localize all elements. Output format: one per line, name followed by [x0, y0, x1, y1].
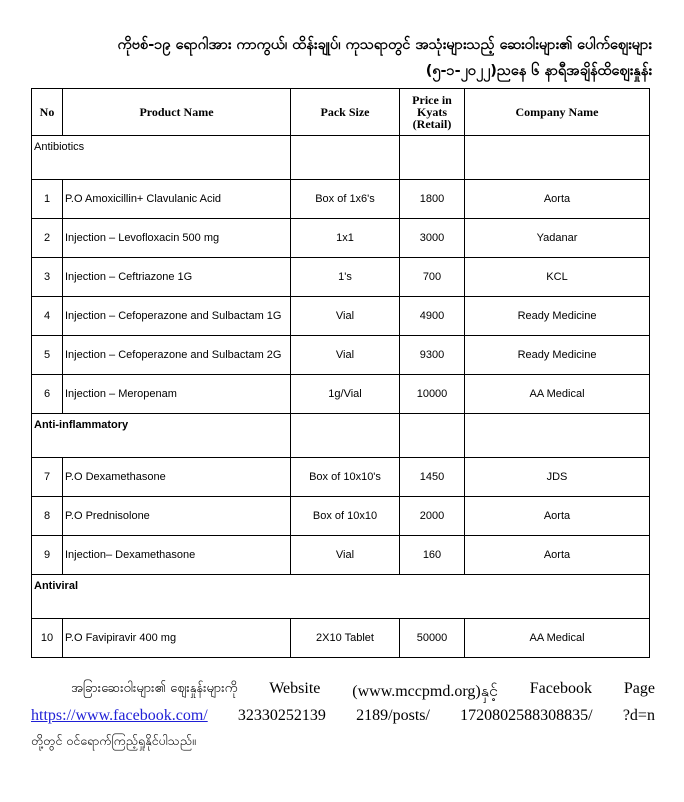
header-no: No [32, 89, 63, 136]
table-row [32, 336, 650, 375]
row-company: Aorta [465, 497, 650, 536]
table-row [32, 458, 650, 497]
row-price: 1450 [400, 458, 465, 497]
facebook-link-part[interactable]: ?d=n [622, 707, 655, 724]
row-pack: Vial [291, 536, 400, 575]
row-company: JDS [465, 458, 650, 497]
footer-facebook-label: Facebook [529, 680, 592, 697]
row-company: AA Medical [465, 375, 650, 414]
table-row [32, 180, 650, 219]
section-row-anti-inflammatory [32, 414, 650, 458]
row-pack: Box of 10x10's [291, 458, 400, 497]
header-product-name: Product Name [63, 89, 291, 136]
row-price: 160 [400, 536, 465, 575]
footer-text: အခြားဆေးဝါးများ၏ ဈေးနှုန်းများကို [71, 681, 238, 696]
section-empty-cell [465, 414, 650, 458]
row-product: Injection – Cefoperazone and Sulbactam 1G [63, 297, 291, 336]
row-company: Aorta [465, 536, 650, 575]
section-row-antibiotics [32, 136, 650, 180]
facebook-link-part[interactable]: 2189/posts/ [356, 707, 430, 724]
row-no: 6 [32, 375, 63, 414]
footer-line-2 [31, 707, 655, 725]
table-row [32, 536, 650, 575]
footer-website-url[interactable]: (www.mccpmd.org)နှင့် [352, 683, 498, 700]
footer-line-3: တို့တွင် ဝင်ရောက်ကြည့်ရှုနိုင်ပါသည်။ [31, 733, 196, 748]
header-company-name: Company Name [465, 89, 650, 136]
row-price: 10000 [400, 375, 465, 414]
row-no: 5 [32, 336, 63, 375]
row-company: Ready Medicine [465, 336, 650, 375]
table-row [32, 258, 650, 297]
row-product: Injection – Ceftriazone 1G [63, 258, 291, 297]
section-empty-cell [400, 414, 465, 458]
row-pack: Box of 10x10 [291, 497, 400, 536]
facebook-link[interactable]: https://www.facebook.com/ [31, 707, 208, 724]
footer-website-label: Website [269, 680, 321, 697]
header-pack-size: Pack Size [291, 89, 400, 136]
section-empty-cell [400, 136, 465, 180]
table-row [32, 297, 650, 336]
table-row [32, 375, 650, 414]
table-header-row [32, 89, 650, 136]
row-price: 1800 [400, 180, 465, 219]
row-no: 9 [32, 536, 63, 575]
page-title: ကိုဗစ်-၁၉ ရောဂါအား ကာကွယ်၊ ထိန်းချုပ်၊ ကုသရာတွင် အသုံးများသည့် ဆေးဝါးများ၏ ပေါက်ဈေးများ [117, 37, 652, 53]
row-product: Injection– Dexamethasone [63, 536, 291, 575]
header-price: Price in Kyats (Retail) [400, 89, 465, 136]
section-empty-cell [291, 414, 400, 458]
section-title: Antiviral [32, 575, 650, 619]
row-no: 10 [32, 619, 63, 658]
row-product: Injection – Cefoperazone and Sulbactam 2G [63, 336, 291, 375]
row-price: 9300 [400, 336, 465, 375]
row-no: 8 [32, 497, 63, 536]
table-row [32, 619, 650, 658]
row-no: 1 [32, 180, 63, 219]
price-table [31, 88, 650, 658]
row-product: Injection – Levofloxacin 500 mg [63, 219, 291, 258]
section-title: Antibiotics [32, 136, 291, 180]
row-product: P.O Dexamethasone [63, 458, 291, 497]
row-pack: 1g/Vial [291, 375, 400, 414]
row-company: AA Medical [465, 619, 650, 658]
row-pack: Vial [291, 336, 400, 375]
row-company: Aorta [465, 180, 650, 219]
section-empty-cell [291, 136, 400, 180]
row-product: P.O Prednisolone [63, 497, 291, 536]
row-pack: 2X10 Tablet [291, 619, 400, 658]
row-pack: 1x1 [291, 219, 400, 258]
row-company: Yadanar [465, 219, 650, 258]
footer-line-1 [31, 680, 655, 704]
row-pack: 1's [291, 258, 400, 297]
footer-page-label: Page [623, 680, 655, 697]
row-pack: Box of 1x6's [291, 180, 400, 219]
section-row-antiviral [32, 575, 650, 619]
row-price: 4900 [400, 297, 465, 336]
row-product: P.O Amoxicillin+ Clavulanic Acid [63, 180, 291, 219]
row-no: 3 [32, 258, 63, 297]
row-no: 2 [32, 219, 63, 258]
facebook-link-part[interactable]: 1720802588308835/ [460, 707, 593, 724]
row-no: 7 [32, 458, 63, 497]
row-company: Ready Medicine [465, 297, 650, 336]
facebook-link-part[interactable]: 32330252139 [237, 707, 326, 724]
row-no: 4 [32, 297, 63, 336]
section-title: Anti-inflammatory [32, 414, 291, 458]
row-company: KCL [465, 258, 650, 297]
table-row [32, 219, 650, 258]
row-price: 3000 [400, 219, 465, 258]
section-empty-cell [465, 136, 650, 180]
row-product: Injection – Meropenam [63, 375, 291, 414]
row-price: 2000 [400, 497, 465, 536]
row-price: 700 [400, 258, 465, 297]
table-row [32, 497, 650, 536]
page-subtitle-date: (၅-၁-၂၀၂၂)ညနေ ၆ နာရီအချိန်ထိဈေးနှုန်း [425, 63, 652, 79]
row-price: 50000 [400, 619, 465, 658]
row-pack: Vial [291, 297, 400, 336]
row-product: P.O Favipiravir 400 mg [63, 619, 291, 658]
